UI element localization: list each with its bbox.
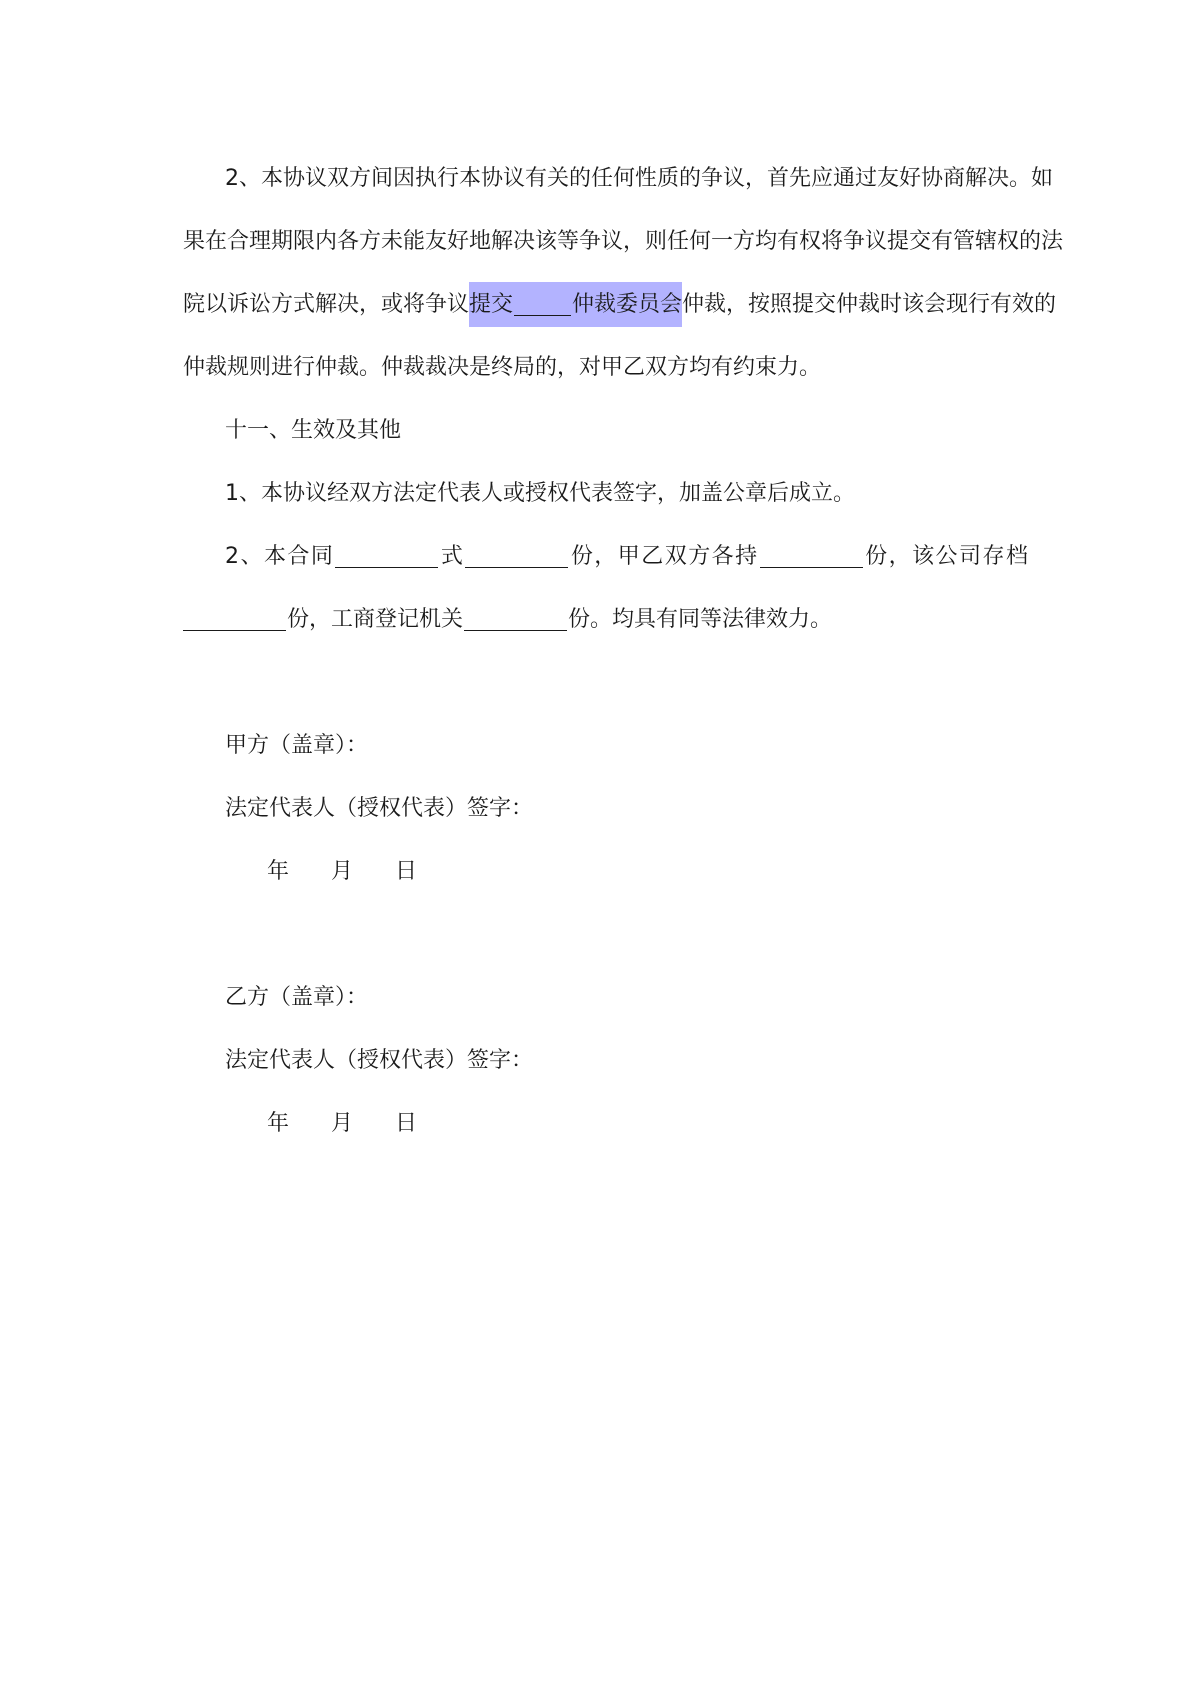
party-b-signature — [225, 1029, 1028, 1092]
clause-2-highlight-a: 提交 — [469, 292, 514, 317]
clause-2-line-1 — [225, 147, 1053, 210]
clause-2-highlight-b: 仲裁委员会 — [572, 292, 683, 317]
copies-registry-blank — [464, 610, 567, 631]
section-11-heading — [225, 399, 1028, 462]
arbitration-commission-blank — [514, 295, 571, 316]
party-b-day: 日 — [395, 1111, 418, 1136]
party-a-signature-label: 法定代表人（授权代表）签字： — [225, 796, 534, 821]
copies-each-party-blank — [760, 547, 863, 568]
party-b-year: 年 — [267, 1111, 290, 1136]
item-1-text: 1、本协议经双方法定代表人或授权代表签字，加盖公章后成立。 — [225, 481, 855, 506]
party-b-month: 月 — [331, 1111, 354, 1136]
party-a-day: 日 — [395, 859, 418, 884]
item-2-part-4: 份，该公司存档 — [863, 544, 1028, 569]
item-2-part-2: 式 — [439, 544, 465, 569]
clause-2-line-3 — [183, 273, 1057, 336]
clause-2-text-2: 果在合理期限内各方未能友好地解决该等争议，则任何一方均有权将争议提交有管辖权的法 — [183, 229, 1064, 254]
party-b-signature-label: 法定代表人（授权代表）签字： — [225, 1048, 534, 1073]
copies-count-blank — [335, 547, 438, 568]
clause-2-text-3-post: 仲裁，按照提交仲裁时该会现行有效的 — [682, 292, 1057, 317]
section-11-item-2-line-2 — [183, 588, 1028, 651]
section-heading-text: 十一、生效及其他 — [225, 418, 402, 443]
copies-total-blank — [465, 547, 568, 568]
clause-2-line-4 — [183, 336, 1028, 399]
party-a-seal-label: 甲方（盖章）： — [225, 733, 369, 758]
party-a-year: 年 — [267, 859, 290, 884]
item-2-part-5: 份，工商登记机关 — [287, 607, 464, 632]
clause-2-text-3-pre: 院以诉讼方式解决，或将争议 — [183, 292, 470, 317]
section-11-item-2-line-1 — [225, 525, 1028, 588]
section-11-item-1 — [225, 462, 1028, 525]
item-2-part-6: 份。均具有同等法律效力。 — [568, 607, 833, 632]
clause-2-text-1: 2、本协议双方间因执行本协议有关的任何性质的争议，首先应通过友好协商解决。如 — [225, 166, 1053, 191]
party-a-month: 月 — [331, 859, 354, 884]
party-b-date — [267, 1092, 417, 1155]
party-a-signature — [225, 777, 1028, 840]
item-2-part-1: 2、本合同 — [225, 544, 335, 569]
party-b-seal — [225, 966, 1028, 1029]
party-a-date — [267, 840, 417, 903]
party-b-seal-label: 乙方（盖章）： — [225, 985, 369, 1010]
party-a-seal — [225, 714, 1028, 777]
selected-text-highlight[interactable] — [469, 282, 682, 327]
item-2-part-3: 份，甲乙双方各持 — [569, 544, 759, 569]
clause-2-line-2 — [183, 210, 1064, 273]
copies-archive-blank — [183, 610, 286, 631]
clause-2-text-4: 仲裁规则进行仲裁。仲裁裁决是终局的，对甲乙双方均有约束力。 — [183, 355, 822, 380]
